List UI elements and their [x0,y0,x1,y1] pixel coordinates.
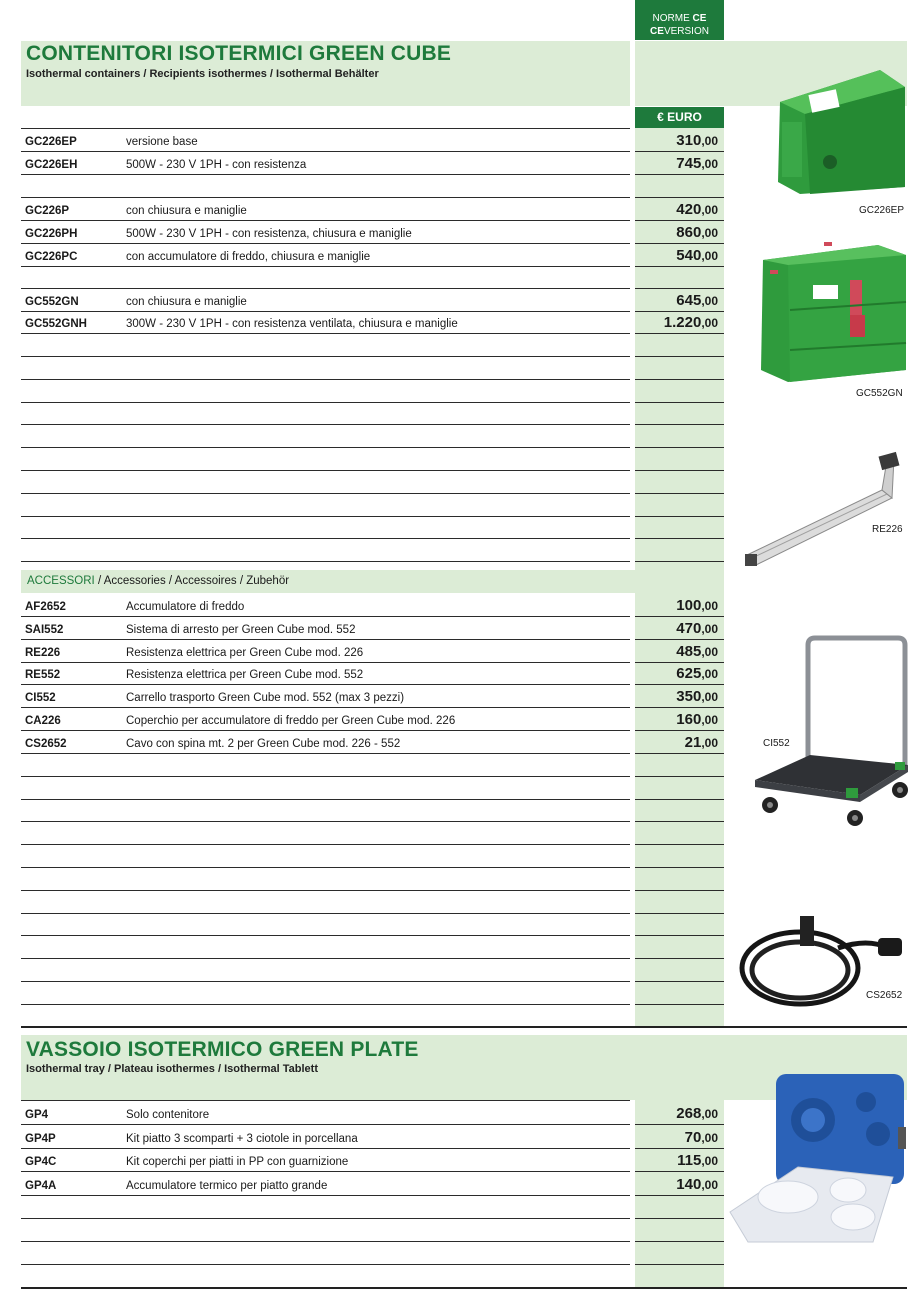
product-desc: Sistema di arresto per Green Cube mod. 552 [126,624,356,636]
product-desc: con chiusura e maniglie [126,205,247,217]
empty-row [21,425,724,448]
product-desc: Kit piatto 3 scomparti + 3 ciotole in porcellana [126,1133,358,1145]
empty-row [21,1242,724,1265]
gc226ep-product-image [770,62,910,200]
product-code: GC226PC [25,251,78,263]
table-row [21,593,724,617]
section2-subtitle: Isothermal tray / Plateau isothermes / Isothermal Tablett [26,1063,318,1075]
table-row [21,708,724,731]
product-price: 21,00 [684,734,718,751]
product-price: 1.220,00 [663,314,718,331]
product-price: 540,00 [676,247,718,264]
caption-gc552gn: GC552GN [856,388,903,399]
caption-ci552: CI552 [763,738,790,749]
column-gap [630,593,635,1027]
empty-row [21,822,724,845]
bottom-divider [21,1287,907,1289]
accessori-header [21,570,724,593]
product-code: GC226EP [25,136,77,148]
empty-row [21,517,724,539]
product-desc: 500W - 230 V 1PH - con resistenza, chiusura e maniglie [126,228,412,240]
ci552-product-image [750,630,910,830]
product-code: GP4P [25,1133,56,1145]
product-price: 470,00 [676,620,718,637]
norme-ce-header [635,0,724,40]
table-row [21,129,724,152]
product-code: CS2652 [25,738,67,750]
product-code: GP4 [25,1109,49,1121]
product-desc: 300W - 230 V 1PH - con resistenza ventilata, chiusura e maniglie [126,318,458,330]
empty-row [21,959,724,982]
table-row [21,731,724,754]
product-desc: Carrello trasporto Green Cube mod. 552 (max 3 pezzi) [126,692,405,704]
empty-row [21,403,724,425]
product-price: 625,00 [676,665,718,682]
caption-gc226ep: GC226EP [859,205,905,216]
product-code: CI552 [25,692,56,704]
empty-row [21,448,724,471]
empty-row [21,754,724,777]
table-row [21,244,724,267]
empty-row [21,494,724,517]
product-code: AF2652 [25,601,66,613]
product-desc: Cavo con spina mt. 2 per Green Cube mod. 226 - 552 [126,738,401,750]
empty-row [21,380,724,403]
table-row [21,198,724,221]
section1-title: CONTENITORI ISOTERMICI GREEN CUBE [26,42,452,65]
product-code: GC226P [25,205,70,217]
empty-row [21,175,724,198]
product-price: 485,00 [676,643,718,660]
product-code: GP4C [25,1156,57,1168]
product-desc: Accumulatore di freddo [126,601,245,613]
empty-row [21,539,724,562]
product-code: CA226 [25,715,61,727]
product-price: 420,00 [676,201,718,218]
empty-row [21,471,724,494]
product-price: 310,00 [676,132,718,149]
product-desc: con chiusura e maniglie [126,296,247,308]
product-price: 100,00 [676,597,718,614]
product-desc: Coperchio per accumulatore di freddo per Green Cube mod. 226 [126,715,456,727]
accessori-translations: / Accessories / Accessoires / Zubehör [94,575,290,587]
table-row [21,1101,724,1125]
product-code: RE552 [25,669,61,681]
empty-row [21,357,724,380]
section2-title: VASSOIO ISOTERMICO GREEN PLATE [26,1038,419,1061]
gp4-product-image [728,1072,908,1247]
norme-ce-label: CE [692,13,707,24]
product-price: 160,00 [676,711,718,728]
product-price: 645,00 [676,292,718,309]
product-desc: Solo contenitore [126,1109,210,1121]
product-price: 860,00 [676,224,718,241]
norme-label: NORME [652,13,693,24]
empty-row [21,868,724,891]
product-price: 745,00 [676,155,718,172]
table-row [21,685,724,708]
product-price: 140,00 [676,1176,718,1193]
product-price: 70,00 [684,1129,718,1146]
ce-version-bold: CE [650,26,664,37]
product-code: GC226EH [25,159,78,171]
product-code: GC552GN [25,296,79,308]
product-desc: 500W - 230 V 1PH - con resistenza [126,159,307,171]
product-code: RE226 [25,647,61,659]
section1-subtitle: Isothermal containers / Recipients isothermes / Isothermal Behälter [26,68,379,80]
empty-row [21,891,724,914]
section-divider [21,1026,907,1028]
table-row [21,221,724,244]
product-code: GC226PH [25,228,78,240]
table-row [21,1125,724,1149]
empty-row [21,936,724,959]
table-row [21,663,724,685]
empty-row [21,800,724,822]
caption-re226: RE226 [872,524,903,535]
product-desc: con accumulatore di freddo, chiusura e maniglie [126,251,371,263]
product-desc: Accumulatore termico per piatto grande [126,1180,328,1192]
empty-row [21,845,724,868]
table-row [21,312,724,334]
table-row [21,1172,724,1196]
accessori-label: ACCESSORI [27,575,95,587]
product-desc: Resistenza elettrica per Green Cube mod. 226 [126,647,364,659]
table-row [21,1149,724,1172]
table-row [21,289,724,312]
empty-row [21,1219,724,1242]
product-code: GC552GNH [25,318,87,330]
product-desc: Resistenza elettrica per Green Cube mod. 552 [126,669,364,681]
table-row [21,152,724,175]
empty-row [21,334,724,357]
euro-header: € EURO [635,107,724,128]
product-code: SAI552 [25,624,64,636]
ce-version-label: VERSION [663,26,709,37]
empty-row [21,1196,724,1219]
product-price: 350,00 [676,688,718,705]
column-gap [630,1100,635,1287]
re226-product-image [742,450,907,570]
table-row [21,617,724,640]
table-row [21,640,724,663]
product-code: GP4A [25,1180,57,1192]
gc552gn-product-image [758,240,908,385]
product-desc: Kit coperchi per piatti in PP con guarnizione [126,1156,349,1168]
product-price: 268,00 [676,1105,718,1122]
empty-row [21,914,724,936]
empty-row [21,267,724,289]
product-desc: versione base [126,136,198,148]
caption-cs2652: CS2652 [866,990,903,1001]
product-price: 115,00 [677,1152,718,1169]
empty-row [21,777,724,800]
empty-row [21,982,724,1005]
